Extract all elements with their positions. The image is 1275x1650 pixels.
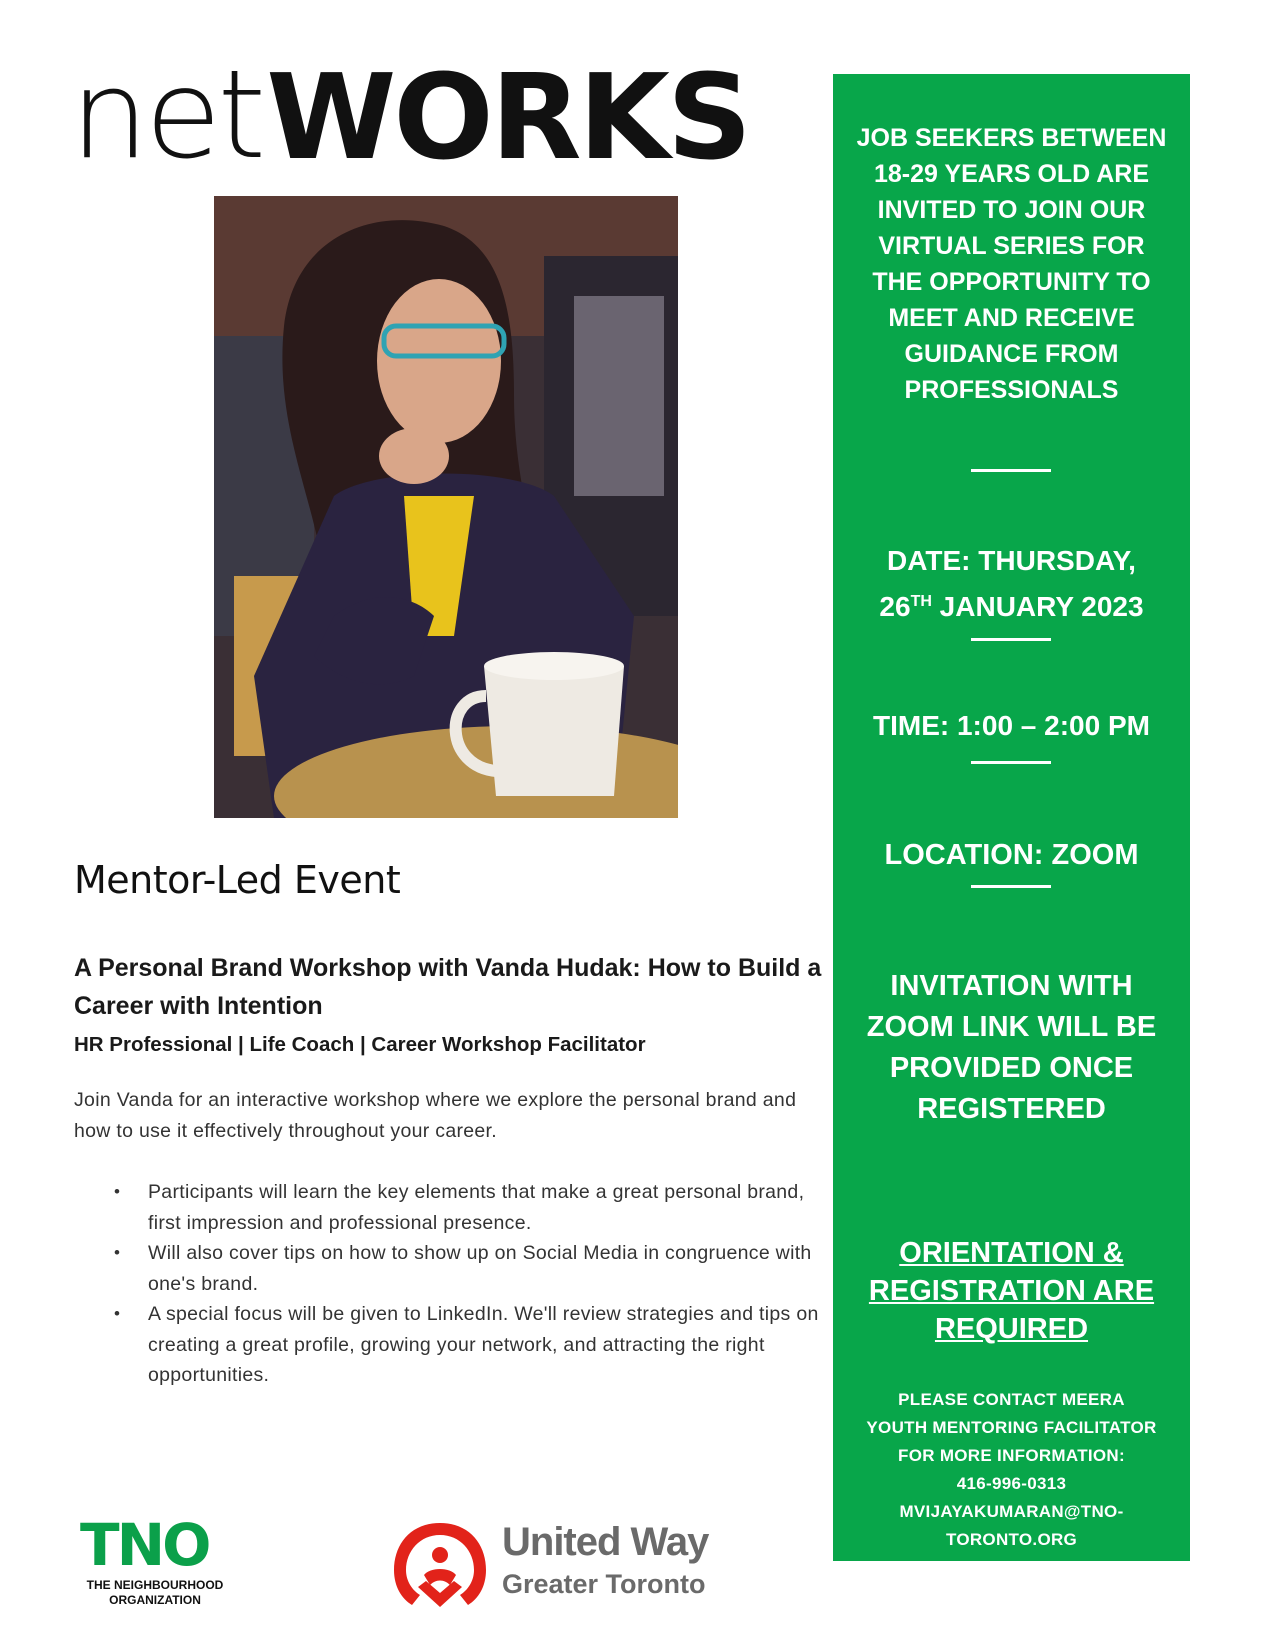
united-way-emblem-icon [390,1515,490,1610]
contact-email[interactable]: MVIJAYAKUMARAN@TNO- [899,1502,1124,1521]
workshop-title: A Personal Brand Workshop with Vanda Hudak: How to Build a Career with Intention [74,954,822,1020]
event-date [833,540,1190,627]
contact-info [833,1386,1190,1554]
list-item [74,1299,834,1391]
contact-line: YOUTH MENTORING FACILITATOR [866,1418,1157,1437]
bullet-icon: • [114,1243,121,1262]
bullet-text: A special focus will be given to LinkedIn. We'll review strategies and tips on creating a great profile, growing your network, and attracting the right opportunities. [148,1303,819,1386]
divider [971,469,1051,472]
workshop-intro: Join Vanda for an interactive workshop where we explore the personal brand and how to use it effectively throughout your career. [74,1089,797,1142]
date-suffix: TH [910,593,932,610]
contact-line: PLEASE CONTACT MEERA [898,1390,1125,1409]
tno-tagline: THE NEIGHBOURHOOD ORGANIZATION [86,1578,224,1607]
date-month-year: JANUARY 2023 [931,591,1144,622]
tno-logo [80,1511,240,1607]
event-location: LOCATION: ZOOM [884,839,1139,871]
contact-phone[interactable]: 416-996-0313 [956,1474,1067,1493]
event-info-panel [833,74,1190,1561]
workshop-bullet-list [74,1177,834,1391]
bullet-icon: • [114,1304,121,1323]
bullet-text: Participants will learn the key elements that make a great personal brand, first impression and professional presence. [148,1181,805,1234]
divider [971,885,1051,888]
contact-email[interactable]: TORONTO.ORG [945,1530,1078,1549]
eligibility-text: JOB SEEKERS BETWEEN 18-29 YEARS OLD ARE INVITED TO JOIN OUR VIRTUAL SERIES FOR THE OPPORTUNITY TO MEET AND RECEIVE GUIDANCE FROM PROFESSIONALS [856,124,1167,404]
date-day: 26 [879,591,911,622]
united-way-name: United Way [502,1520,709,1564]
divider [971,638,1051,641]
united-way-region: Greater Toronto [502,1569,706,1599]
invitation-notice: INVITATION WITH ZOOM LINK WILL BE PROVIDED ONCE REGISTERED [866,970,1157,1125]
date-line-2 [833,581,1190,627]
list-item [74,1238,834,1299]
contact-line: FOR MORE INFORMATION: [898,1446,1125,1465]
tno-wordmark: TNO [80,1511,209,1579]
logo-prefix: net [70,44,263,186]
united-way-logo [390,1515,720,1610]
bullet-text: Will also cover tips on how to show up on Social Media in congruence with one's brand. [148,1242,812,1295]
networks-logo [70,44,772,186]
mentor-photo [214,196,678,818]
registration-required-link[interactable]: ORIENTATION & REGISTRATION ARE REQUIRED [868,1237,1155,1345]
bullet-icon: • [114,1182,121,1201]
list-item [74,1177,834,1238]
logo-suffix: WORKS [266,48,749,186]
mentor-roles: HR Professional | Life Coach | Career Workshop Facilitator [74,1033,646,1056]
event-time: TIME: 1:00 – 2:00 PM [873,710,1150,741]
divider [971,761,1051,764]
page-heading: Mentor-Led Event [74,858,401,902]
date-line-1: DATE: THURSDAY, [887,545,1136,576]
